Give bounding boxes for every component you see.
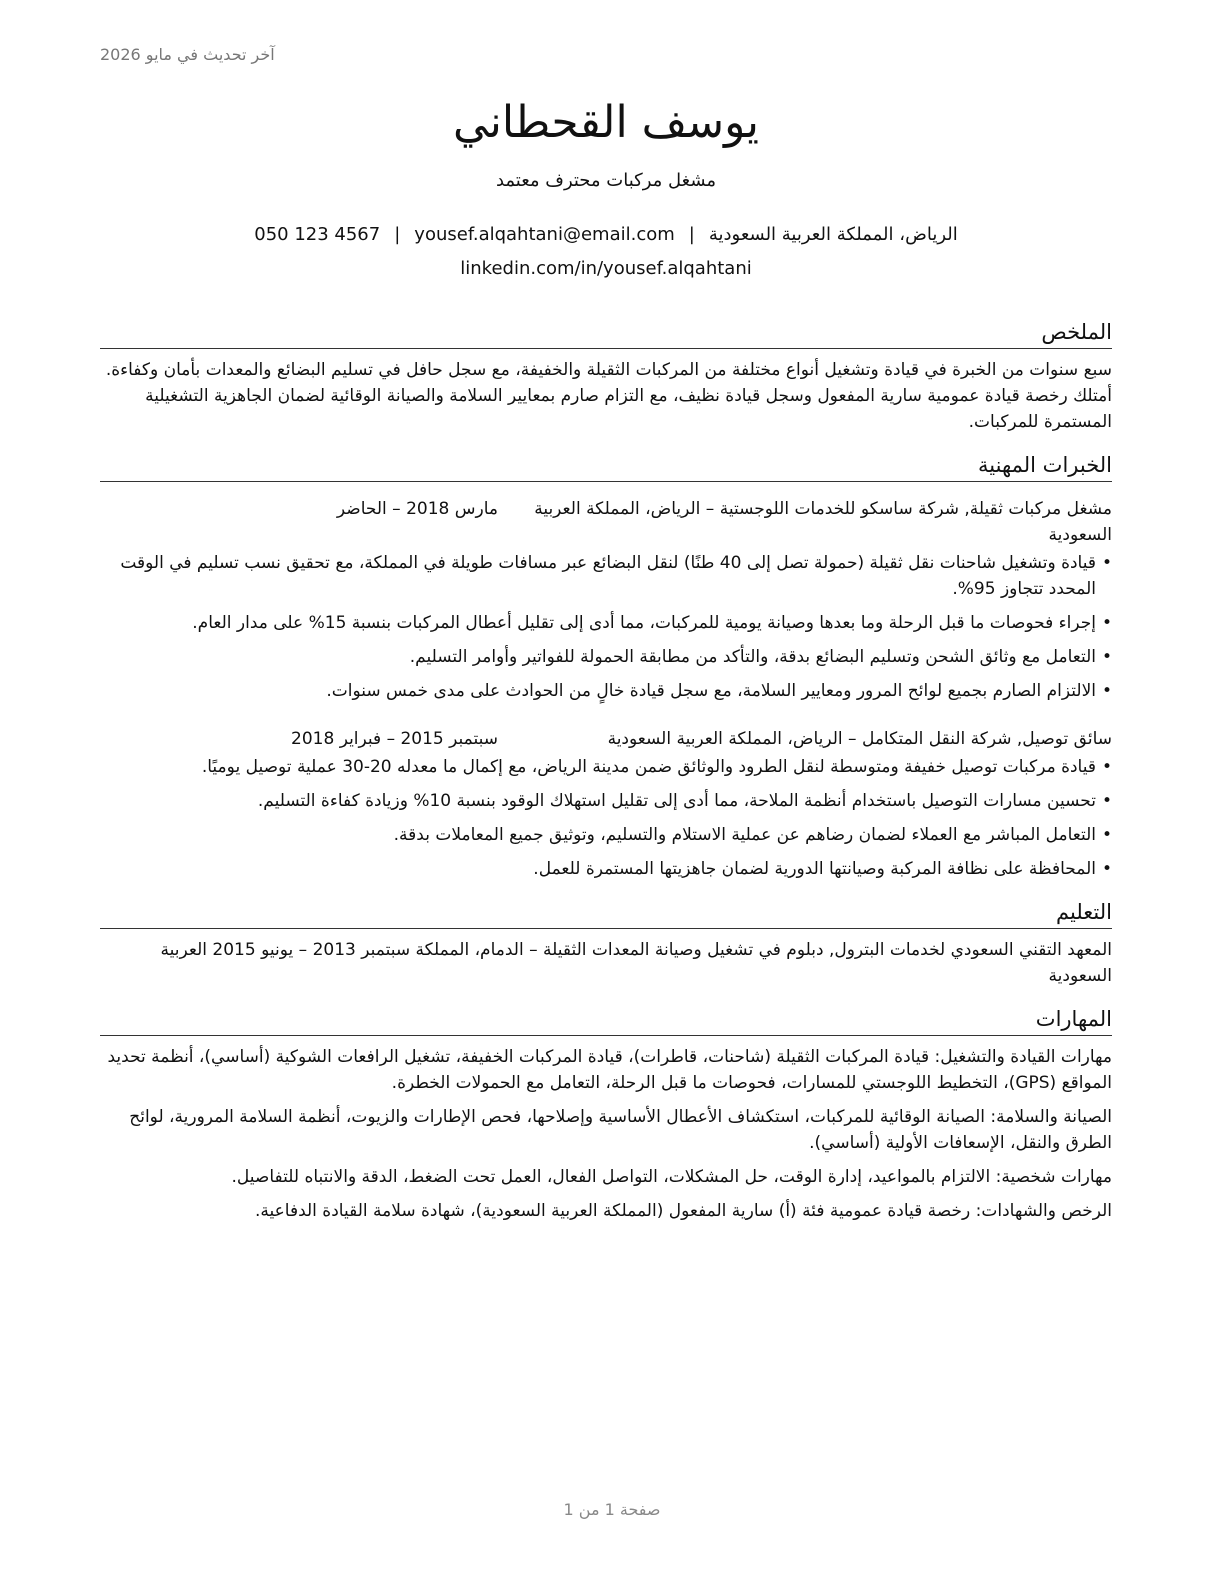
candidate-title: مشغل مركبات محترف معتمد — [495, 170, 717, 191]
contact-info — [100, 218, 1112, 286]
bullet-text: الالتزام الصارم بجميع لوائح المرور ومعايير السلامة، مع سجل قيادة خالٍ من الحوادث على مدى خمس سنوات. — [326, 681, 1096, 701]
skill-item: الصيانة والسلامة: الصيانة الوقائية للمركبات، استكشاف الأعطال الأساسية وإصلاحها، فحص الإطارات والزيوت، أنظمة السلامة المرورية، لوائح الطرق والنقل، الإسعافات الأولية (أساسي). — [129, 1107, 1112, 1153]
list-item: • إجراء فحوصات ما قبل الرحلة وما بعدها وصيانة يومية للمركبات، مما أدى إلى تقليل أعطال المركبات بنسبة 15% على مدار العام. — [192, 613, 1112, 633]
job-entry — [100, 726, 1112, 882]
list-item: • التعامل المباشر مع العملاء لضمان رضاهم عن عملية الاستلام والتسليم، وتوثيق جميع المعاملات بدقة. — [393, 825, 1112, 845]
bullet-text: قيادة وتشغيل شاحنات نقل ثقيلة (حمولة تصل إلى 40 طنًا) لنقل البضائع عبر مسافات طويلة في المملكة، مع تحقيق نسب تسليم في الوقت المحدد تتجاوز 95%. — [120, 553, 1096, 599]
separator: | — [394, 224, 401, 245]
list-item: • تحسين مسارات التوصيل باستخدام أنظمة الملاحة، مما أدى إلى تقليل استهلاك الوقود بنسبة 10% وزيادة كفاءة التسليم. — [257, 791, 1112, 811]
job-entry — [100, 496, 1112, 704]
skills-heading: المهارات — [100, 1005, 1112, 1036]
location: الرياض، المملكة العربية السعودية — [708, 224, 958, 245]
email-link[interactable]: yousef.alqahtani@email.com — [414, 224, 675, 245]
list-item: • التعامل مع وثائق الشحن وتسليم البضائع بدقة، والتأكد من مطابقة الحمولة للفواتير وأوامر التسليم. — [409, 647, 1112, 667]
job-role: مشغل مركبات ثقيلة, شركة ساسكو للخدمات اللوجستية – الرياض، المملكة العربية السعودية — [534, 499, 1112, 545]
experience-heading: الخبرات المهنية — [100, 451, 1112, 482]
candidate-name: يوسف القحطاني — [452, 97, 760, 148]
list-item: • المحافظة على نظافة المركبة وصيانتها الدورية لضمان جاهزيتها المستمرة للعمل. — [533, 859, 1112, 879]
last-updated-note: آخر تحديث في مايو 2026 — [100, 45, 275, 64]
bullet-text: التعامل مع وثائق الشحن وتسليم البضائع بدقة، والتأكد من مطابقة الحمولة للفواتير وأوامر التسليم. — [409, 647, 1096, 667]
bullet-text: المحافظة على نظافة المركبة وصيانتها الدورية لضمان جاهزيتها المستمرة للعمل. — [533, 859, 1096, 879]
list-item: • قيادة مركبات توصيل خفيفة ومتوسطة لنقل الطرود والوثائق ضمن مدينة الرياض، مع إكمال ما معدله 20-30 عملية توصيل يوميًا. — [201, 757, 1112, 777]
bullet-text: التعامل المباشر مع العملاء لضمان رضاهم عن عملية الاستلام والتسليم، وتوثيق جميع المعاملات بدقة. — [393, 825, 1096, 845]
phone-number: 050 123 4567 — [254, 224, 381, 245]
skill-item: مهارات القيادة والتشغيل: قيادة المركبات الثقيلة (شاحنات، قاطرات)، قيادة المركبات الخفيفة، تشغيل الرافعات الشوكية (أساسي)، أنظمة تحديد المواقع (GPS)، التخطيط اللوجستي للمسارات، فحوصات ما قبل الرحلة، التعامل مع الحمولات الخطرة. — [107, 1047, 1112, 1093]
job-header — [100, 496, 1112, 548]
list-item: • الالتزام الصارم بجميع لوائح المرور ومعايير السلامة، مع سجل قيادة خالٍ من الحوادث على مدى خمس سنوات. — [326, 681, 1112, 701]
skill-item: الرخص والشهادات: رخصة قيادة عمومية فئة (أ) سارية المفعول (المملكة العربية السعودية)، شهادة سلامة القيادة الدفاعية. — [254, 1201, 1112, 1221]
job-role: سائق توصيل, شركة النقل المتكامل – الرياض، المملكة العربية السعودية — [607, 729, 1112, 749]
bullet-text: إجراء فحوصات ما قبل الرحلة وما بعدها وصيانة يومية للمركبات، مما أدى إلى تقليل أعطال المركبات بنسبة 15% على مدار العام. — [192, 613, 1096, 633]
list-item: • قيادة وتشغيل شاحنات نقل ثقيلة (حمولة تصل إلى 40 طنًا) لنقل البضائع عبر مسافات طويلة في المملكة، مع تحقيق نسب تسليم في الوقت المحدد تتجاوز 95%. — [120, 553, 1112, 599]
job-dates: مارس 2018 – الحاضر — [336, 499, 498, 519]
page-number: صفحة 1 من 1 — [563, 1500, 661, 1519]
contact-line — [100, 218, 1112, 252]
resume-page — [100, 92, 1112, 1224]
summary-heading: الملخص — [100, 318, 1112, 349]
education-text: المعهد التقني السعودي لخدمات البترول, دبلوم في تشغيل وصيانة المعدات الثقيلة – الدمام، المملكة سبتمبر 2013 – يونيو 2015 العربية السعودية — [160, 940, 1112, 986]
separator: | — [688, 224, 695, 245]
education-heading: التعليم — [100, 898, 1112, 929]
linkedin-link[interactable]: linkedin.com/in/yousef.alqahtani — [460, 258, 752, 279]
summary-text: سبع سنوات من الخبرة في قيادة وتشغيل أنواع مختلفة من المركبات الثقيلة والخفيفة، مع سجل حافل في تسليم البضائع والمعدات بأمان وكفاءة. أمتلك رخصة قيادة عمومية سارية المفعول وسجل قيادة نظيف، مع التزام صارم بمعايير السلامة والصيانة الوقائية لضمان الجاهزية التشغيلية المستمرة للمركبات. — [105, 360, 1112, 432]
job-dates: سبتمبر 2015 – فبراير 2018 — [291, 729, 498, 749]
skill-item: مهارات شخصية: الالتزام بالمواعيد، إدارة الوقت، حل المشكلات، التواصل الفعال، العمل تحت الضغط، الدقة والانتباه للتفاصيل. — [231, 1167, 1112, 1187]
job-header — [100, 726, 1112, 752]
bullet-text: تحسين مسارات التوصيل باستخدام أنظمة الملاحة، مما أدى إلى تقليل استهلاك الوقود بنسبة 10% وزيادة كفاءة التسليم. — [257, 791, 1096, 811]
job-bullets — [100, 754, 1112, 882]
job-bullets — [100, 550, 1112, 704]
bullet-text: قيادة مركبات توصيل خفيفة ومتوسطة لنقل الطرود والوثائق ضمن مدينة الرياض، مع إكمال ما معدله 20-30 عملية توصيل يوميًا. — [201, 757, 1096, 777]
